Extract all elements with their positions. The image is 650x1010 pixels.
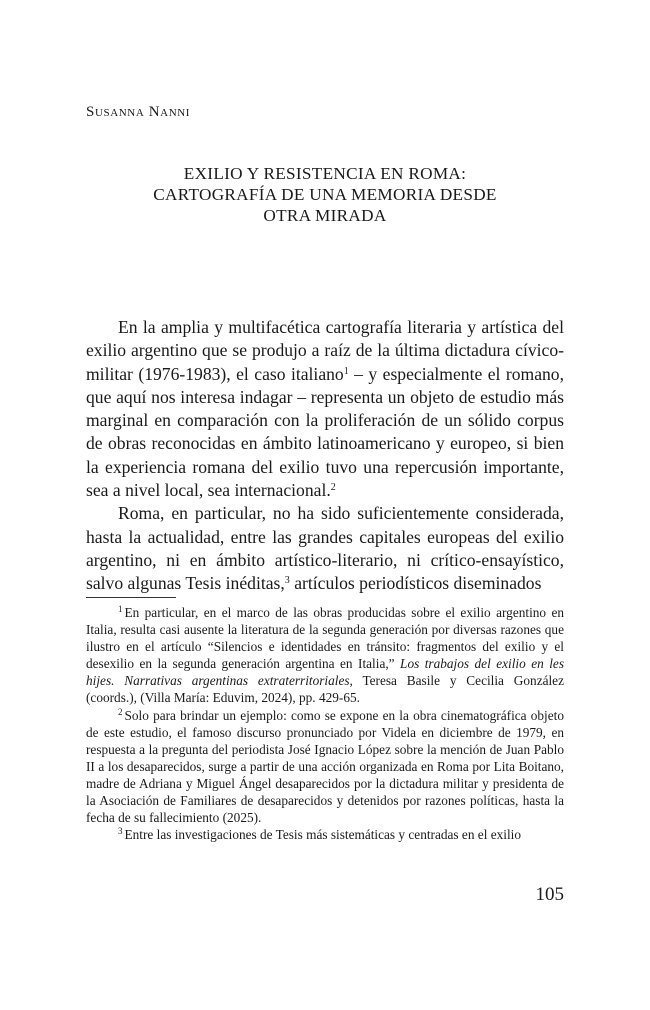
body-text: [86, 316, 564, 596]
footnote-separator: [86, 597, 176, 598]
chapter-title-line: EXILIO Y RESISTENCIA EN ROMA:: [183, 164, 467, 183]
chapter-title-line: OTRA MIRADA: [263, 206, 387, 225]
paragraph: Roma, en particular, no ha sido suficientemente considerada, hasta la actualidad, entre las grandes capitales europeas del exilio argentino, ni en ámbito artístico-literario, ni crítico-ensayístico, salvo algunas Tesis inéditas,$^3$ artículos periodísticos diseminados: [86, 503, 564, 594]
footnote: $^2$ Solo para brindar un ejemplo: como se expone en la obra cinematográfica objeto de este estudio, el famoso discurso pronunciado por Videla en diciembre de 1979, en respuesta a la pregunta del periodista José Ignacio López sobre la mención de Juan Pablo II a los desaparecidos, surge a partir de una acción organizada en Roma por Lita Boitano, madre de Adriana y Miguel Ángel desaparecidos por la dictadura militar y presidenta de la Asociación de Familiares de desaparecidos y detenidos por razones políticas, hasta la fecha de su fallecimiento (2025).: [86, 706, 564, 826]
footnote: $^1$ En particular, en el marco de las obras producidas sobre el exilio argentino en Italia, resulta casi ausente la literatura de la segunda generación por diversas razones que ilustro en el artículo “Silencios e identidades en tránsito: fragmentos del exilio y el desexilio en la segunda generación argentina en Italia,” Los trabajos del exilio en les hijes. Narrativas argentinas extraterritoriales, Teresa Basile y Cecilia González (coords.), (Villa María: Eduvim, 2024), pp. 429-65.: [86, 604, 564, 706]
page-number: 105: [535, 884, 564, 905]
paragraph: En la amplia y multifacética cartografía literaria y artística del exilio argentino que se produjo a raíz de la última dictadura cívico-militar (1976-1983), el caso italiano$^1$ – y especialmente el romano, que aquí nos interesa indagar – representa un objeto de estudio más marginal en comparación con la proliferación de un sólido corpus de obras reconocidas en ámbito latinoamericano y europeo, si bien la experiencia romana del exilio tuvo una repercusión importante, sea a nivel local, sea internacional.$^2$: [86, 317, 564, 501]
footnote-ref[interactable]: 3: [284, 575, 290, 587]
footnote-ref[interactable]: 2: [330, 482, 336, 494]
footnote-ref[interactable]: 1: [343, 365, 349, 377]
footnote-book-title: Los trabajos del exilio en les hijes. Narrativas argentinas extraterritoriales: [86, 656, 564, 689]
footnote-number: 1: [118, 604, 123, 614]
footnotes: [86, 604, 564, 843]
running-header-author: Susanna Nanni: [86, 104, 191, 120]
chapter-title: [86, 163, 564, 226]
footnote: $^3$ Entre las investigaciones de Tesis más sistemáticas y centradas en el exilio: [118, 826, 522, 843]
footnote-number: 3: [118, 826, 123, 837]
footnote-number: 2: [118, 706, 123, 717]
chapter-title-line: CARTOGRAFÍA DE UNA MEMORIA DESDE: [153, 185, 497, 204]
